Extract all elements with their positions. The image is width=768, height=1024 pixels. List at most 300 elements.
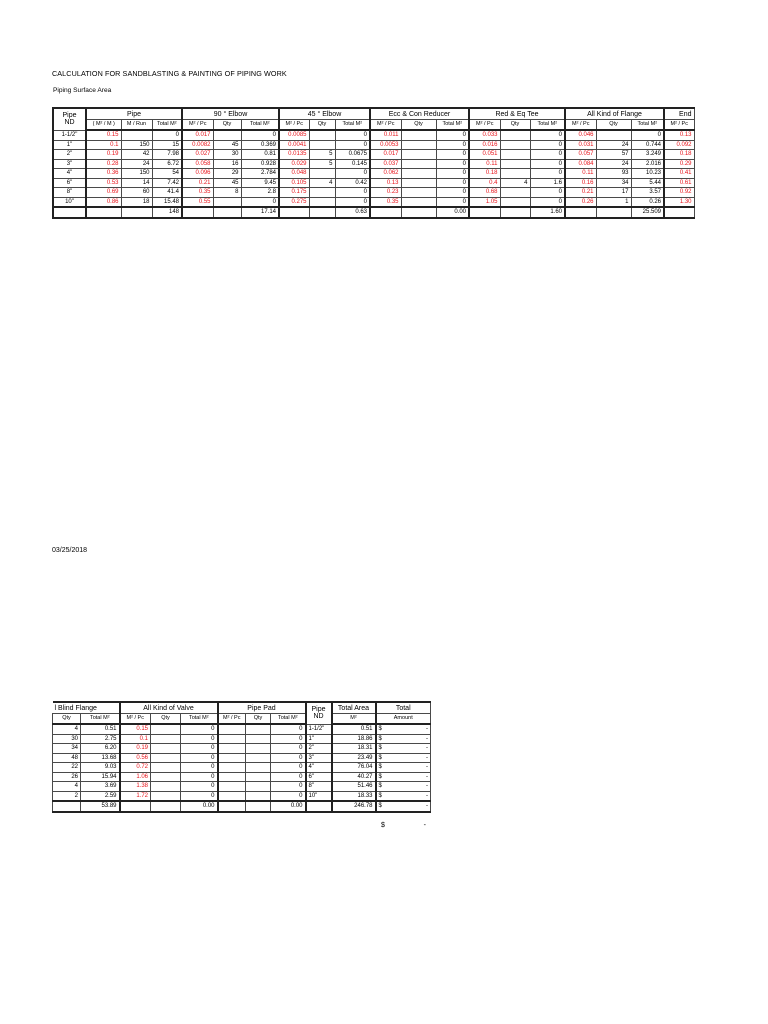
table-cell — [218, 724, 246, 734]
totals-row — [53, 801, 431, 812]
pipe-nd-header-line2: ND — [313, 713, 324, 721]
subheader-cell: Total M² — [152, 120, 182, 131]
table-cell — [218, 772, 246, 782]
total-cell: 1.60 — [530, 207, 565, 218]
table-cell — [500, 188, 530, 198]
table-cell — [309, 169, 335, 179]
table-cell: 0.53 — [86, 178, 121, 188]
table-cell — [500, 169, 530, 179]
group-header: l Blind Flange — [53, 702, 120, 714]
table-cell: 0.0041 — [279, 140, 309, 150]
table-cell: 0.11 — [565, 169, 596, 179]
table-cell — [218, 763, 246, 773]
table-cell: 150 — [121, 169, 152, 179]
table-cell — [151, 791, 181, 801]
table-cell — [500, 150, 530, 160]
table-row — [53, 791, 431, 801]
table-row — [53, 753, 431, 763]
table-cell: 0.15 — [86, 130, 121, 140]
table-row — [53, 763, 431, 773]
table-cell — [218, 791, 246, 801]
table-cell: 0 — [181, 763, 218, 773]
table-cell: 0 — [436, 140, 469, 150]
table-cell: 54 — [152, 169, 182, 179]
table-cell: 14 — [121, 178, 152, 188]
group-header: 90 ° Elbow — [182, 108, 279, 120]
amount-cell-content — [379, 774, 429, 780]
total-amount-cell — [376, 801, 431, 812]
amount-value: - — [426, 792, 428, 799]
table-cell — [151, 763, 181, 773]
total-cell — [121, 207, 152, 218]
piping-surface-area-table — [52, 107, 695, 219]
table-cell: 4 — [500, 178, 530, 188]
total-cell: 0.63 — [335, 207, 370, 218]
total-cell: 0.00 — [436, 207, 469, 218]
amount-cell-content — [379, 793, 429, 799]
amount-cell-content — [379, 726, 429, 732]
table-cell: 0.017 — [370, 150, 401, 160]
table-cell: 0.26 — [565, 197, 596, 207]
table-cell: 57 — [596, 150, 631, 160]
total-cell — [596, 207, 631, 218]
table-cell: 24 — [121, 159, 152, 169]
table-cell: 2.59 — [81, 791, 120, 801]
table-cell: 15.48 — [152, 197, 182, 207]
subheader-cell: Total M² — [631, 120, 664, 131]
table-cell: 0.51 — [81, 724, 120, 734]
summary-table — [52, 701, 431, 813]
area-unit-subheader: M² — [332, 714, 376, 725]
document-date: 03/25/2018 — [52, 547, 88, 554]
table-cell — [151, 744, 181, 754]
table-row — [53, 734, 431, 744]
amount-cell — [376, 724, 431, 734]
subheader-cell: Total M² — [530, 120, 565, 131]
table-cell: 17 — [596, 188, 631, 198]
subheader-cell: Total M² — [436, 120, 469, 131]
table-cell: 0.084 — [565, 159, 596, 169]
total-amount-value: - — [426, 803, 428, 810]
table-cell: 0 — [530, 150, 565, 160]
pipe-nd-cell: 2" — [53, 150, 86, 160]
table-cell: 0.18 — [664, 150, 694, 160]
table-cell: 29 — [213, 169, 241, 179]
total-cell — [401, 207, 436, 218]
table-cell: 0.033 — [469, 130, 500, 140]
totals-row — [53, 207, 694, 218]
table-cell: 1.30 — [664, 197, 694, 207]
subheader-cell: Total M² — [81, 714, 120, 725]
table-cell: 0.011 — [370, 130, 401, 140]
amount-dollar: $ — [378, 764, 382, 771]
table-row — [53, 744, 431, 754]
table-cell: 0.35 — [370, 197, 401, 207]
table-cell: 0.0135 — [279, 150, 309, 160]
table-cell — [500, 140, 530, 150]
total-cell — [218, 801, 246, 812]
table-cell — [246, 744, 271, 754]
table-row — [53, 130, 694, 140]
table-cell: 0.031 — [565, 140, 596, 150]
table-cell: 0 — [181, 753, 218, 763]
table-cell — [401, 169, 436, 179]
table-cell — [213, 197, 241, 207]
group-header: 45 ° Elbow — [279, 108, 370, 120]
pipe-nd-cell: 3" — [306, 753, 332, 763]
group-header: Ecc & Con Reducer — [370, 108, 469, 120]
table-cell — [151, 753, 181, 763]
table-cell: 0.058 — [182, 159, 213, 169]
total-cell: 0.00 — [271, 801, 306, 812]
table-row — [53, 140, 694, 150]
table-cell: 0 — [335, 197, 370, 207]
table-cell — [246, 791, 271, 801]
section-subtitle: Piping Surface Area — [53, 87, 112, 94]
table-cell — [213, 130, 241, 140]
group-header: All Kind of Valve — [120, 702, 218, 714]
amount-dollar: $ — [378, 792, 382, 799]
amount-cell-content — [379, 783, 429, 789]
table-cell: 0.86 — [86, 197, 121, 207]
subheader-cell: Total M² — [335, 120, 370, 131]
table-cell: 0.29 — [664, 159, 694, 169]
table-cell: 0.0053 — [370, 140, 401, 150]
table-cell: 0.55 — [182, 197, 213, 207]
table-cell: 0.062 — [370, 169, 401, 179]
table-cell — [246, 782, 271, 792]
table-cell: 0.13 — [664, 130, 694, 140]
table-cell — [121, 130, 152, 140]
table-cell: 0.23 — [370, 188, 401, 198]
grand-total-value: - — [423, 822, 426, 829]
table-cell: 0.21 — [565, 188, 596, 198]
table-cell: 0 — [271, 763, 306, 773]
table-row — [53, 188, 694, 198]
table-cell: 7.98 — [152, 150, 182, 160]
amount-value: - — [426, 754, 428, 761]
table-cell: 4 — [53, 724, 81, 734]
table-cell: 93 — [596, 169, 631, 179]
amount-subheader: Amount — [376, 714, 431, 725]
table-cell: 0.69 — [86, 188, 121, 198]
table-cell: 0.744 — [631, 140, 664, 150]
subheader-cell: Qty — [596, 120, 631, 131]
table-cell: 2.016 — [631, 159, 664, 169]
table-cell — [309, 130, 335, 140]
amount-cell-content — [379, 736, 429, 742]
total-cell: 25.509 — [631, 207, 664, 218]
table-cell — [218, 753, 246, 763]
total-area-cell: 18.33 — [332, 791, 376, 801]
pipe-nd-cell: 6" — [53, 178, 86, 188]
subheader-cell: M² / Pc — [218, 714, 246, 725]
amount-value: - — [426, 783, 428, 790]
table-cell: 5 — [309, 159, 335, 169]
table-cell — [401, 130, 436, 140]
table-cell: 0 — [335, 130, 370, 140]
amount-cell-content — [379, 755, 429, 761]
table-row — [53, 159, 694, 169]
table-cell: 0.275 — [279, 197, 309, 207]
table-cell: 0.046 — [565, 130, 596, 140]
total-area-cell: 23.49 — [332, 753, 376, 763]
amount-value: - — [426, 726, 428, 733]
table-cell: 42 — [121, 150, 152, 160]
table-cell: 0.11 — [469, 159, 500, 169]
table-cell: 22 — [53, 763, 81, 773]
table-cell: 0.048 — [279, 169, 309, 179]
amount-cell — [376, 791, 431, 801]
table-cell — [401, 140, 436, 150]
table-cell: 0 — [241, 197, 279, 207]
summary-table-container — [52, 701, 432, 831]
table-cell: 45 — [213, 178, 241, 188]
amount-dollar: $ — [378, 754, 382, 761]
table-cell — [246, 753, 271, 763]
pipe-nd-cell: 8" — [53, 188, 86, 198]
total-area-cell: 18.86 — [332, 734, 376, 744]
table-cell — [401, 188, 436, 198]
subheader-cell: M² / Pc — [565, 120, 596, 131]
table-cell: 1.38 — [120, 782, 151, 792]
table-cell: 0 — [181, 791, 218, 801]
pipe-nd-header — [53, 108, 86, 130]
group-header: Red & Eq Tee — [469, 108, 565, 120]
pipe-nd-header-line1: Pipe — [311, 706, 326, 714]
table-row — [53, 772, 431, 782]
table-cell: 0.1 — [120, 734, 151, 744]
table-cell: 0.42 — [335, 178, 370, 188]
total-cell — [120, 801, 151, 812]
table-cell: 0 — [271, 753, 306, 763]
amount-cell — [376, 772, 431, 782]
table-cell — [309, 140, 335, 150]
table-cell — [401, 197, 436, 207]
table-cell: 6.20 — [81, 744, 120, 754]
table-cell: 0 — [181, 772, 218, 782]
table-cell: 60 — [121, 188, 152, 198]
table-cell: 9.45 — [241, 178, 279, 188]
group-header: End — [664, 108, 694, 120]
total-cell — [279, 207, 309, 218]
table-cell: 15.94 — [81, 772, 120, 782]
table-cell — [401, 150, 436, 160]
subheader-cell: M / Run — [121, 120, 152, 131]
amount-cell — [376, 744, 431, 754]
table-cell: 5 — [309, 150, 335, 160]
table-cell: 0 — [152, 130, 182, 140]
total-area-header: Total Area — [332, 702, 376, 714]
table-cell: 2.8 — [241, 188, 279, 198]
table-cell: 0 — [271, 734, 306, 744]
table-cell: 0 — [181, 744, 218, 754]
table-cell: 4 — [53, 782, 81, 792]
table-cell: 0 — [436, 178, 469, 188]
table-cell: 0 — [271, 782, 306, 792]
table-cell: 0.037 — [370, 159, 401, 169]
table-cell: 0.0675 — [335, 150, 370, 160]
table-cell: 0 — [530, 130, 565, 140]
table-cell — [151, 734, 181, 744]
table-cell: 3.249 — [631, 150, 664, 160]
total-cell — [500, 207, 530, 218]
pipe-nd-cell: 10" — [306, 791, 332, 801]
table-cell — [309, 188, 335, 198]
table-cell — [218, 744, 246, 754]
table-cell — [151, 724, 181, 734]
table-row — [53, 150, 694, 160]
table-cell: 0.81 — [241, 150, 279, 160]
table-cell — [309, 197, 335, 207]
table-cell: 2.784 — [241, 169, 279, 179]
pipe-nd-cell: 1" — [306, 734, 332, 744]
grand-total-amount — [381, 822, 426, 829]
table-cell: 3.57 — [631, 188, 664, 198]
table-cell: 10.23 — [631, 169, 664, 179]
table-cell: 2.75 — [81, 734, 120, 744]
total-cell — [469, 207, 500, 218]
subheader-cell: M² / Pc — [279, 120, 309, 131]
table-cell: 16 — [213, 159, 241, 169]
total-area-cell: 18.31 — [332, 744, 376, 754]
table-cell: 0.4 — [469, 178, 500, 188]
table-cell: 1 — [596, 197, 631, 207]
table-row — [53, 197, 694, 207]
amount-dollar: $ — [378, 783, 382, 790]
total-area-cell: 51.46 — [332, 782, 376, 792]
subheader-cell: Qty — [246, 714, 271, 725]
total-cell — [182, 207, 213, 218]
total-amount-content — [379, 803, 429, 809]
subheader-cell: Qty — [500, 120, 530, 131]
total-cell — [53, 801, 81, 812]
table-cell — [500, 159, 530, 169]
table-cell: 0.13 — [370, 178, 401, 188]
table-cell: 0 — [436, 197, 469, 207]
table-cell: 7.42 — [152, 178, 182, 188]
total-cell — [309, 207, 335, 218]
subheader-cell: Qty — [213, 120, 241, 131]
table-cell: 0.26 — [631, 197, 664, 207]
table-cell: 30 — [53, 734, 81, 744]
amount-value: - — [426, 735, 428, 742]
table-cell: 0 — [530, 140, 565, 150]
page-title: CALCULATION FOR SANDBLASTING & PAINTING OF PIPING WORK — [52, 69, 287, 78]
subheader-cell: Qty — [401, 120, 436, 131]
pipe-nd-cell: 1" — [53, 140, 86, 150]
amount-value: - — [426, 773, 428, 780]
table-cell: 9.03 — [81, 763, 120, 773]
table-row — [53, 782, 431, 792]
table-cell: 0.016 — [469, 140, 500, 150]
amount-dollar: $ — [378, 726, 382, 733]
total-amount-dollar: $ — [378, 803, 382, 810]
table-cell — [246, 734, 271, 744]
table-cell: 0 — [436, 188, 469, 198]
table-row — [53, 724, 431, 734]
total-cell — [664, 207, 694, 218]
group-header: Pipe — [86, 108, 182, 120]
piping-surface-area-table-container — [52, 107, 700, 227]
table-cell: 13.68 — [81, 753, 120, 763]
table-cell: 6.72 — [152, 159, 182, 169]
table-cell: 1.6 — [530, 178, 565, 188]
table-cell: 150 — [121, 140, 152, 150]
table-cell: 8 — [213, 188, 241, 198]
table-cell: 0.017 — [182, 130, 213, 140]
total-cell: 0.00 — [181, 801, 218, 812]
table-cell: 4 — [309, 178, 335, 188]
table-cell — [151, 782, 181, 792]
pipe-nd-cell: 4" — [53, 169, 86, 179]
table-cell: 0.68 — [469, 188, 500, 198]
amount-cell — [376, 753, 431, 763]
total-cell — [370, 207, 401, 218]
subheader-cell: Total M² — [181, 714, 218, 725]
table-cell: 0 — [530, 169, 565, 179]
amount-cell-content — [379, 764, 429, 770]
table-cell: 0 — [181, 724, 218, 734]
table-cell: 0.56 — [120, 753, 151, 763]
total-area-cell: 0.51 — [332, 724, 376, 734]
table-cell — [151, 772, 181, 782]
total-header: Total — [376, 702, 431, 714]
table-cell: 0 — [530, 188, 565, 198]
table-cell — [500, 130, 530, 140]
table-cell: 41.4 — [152, 188, 182, 198]
table-header-row — [53, 702, 431, 714]
group-header: Pipe Pad — [218, 702, 306, 714]
subheader-cell: M² / Pc — [469, 120, 500, 131]
group-header: All Kind of Flange — [565, 108, 664, 120]
table-cell: 0.051 — [469, 150, 500, 160]
table-subheader-row — [53, 120, 694, 131]
table-cell: 0.0085 — [279, 130, 309, 140]
pipe-nd-cell: 6" — [306, 772, 332, 782]
table-cell: 0.928 — [241, 159, 279, 169]
table-header-row — [53, 108, 694, 120]
table-cell: 1.05 — [469, 197, 500, 207]
table-cell: 0 — [436, 130, 469, 140]
amount-cell — [376, 763, 431, 773]
amount-value: - — [426, 745, 428, 752]
total-cell: 148 — [152, 207, 182, 218]
table-cell: 0 — [335, 169, 370, 179]
table-cell: 0.175 — [279, 188, 309, 198]
table-cell: 0.029 — [279, 159, 309, 169]
total-cell: 17.14 — [241, 207, 279, 218]
table-cell: 0.21 — [182, 178, 213, 188]
table-cell — [218, 734, 246, 744]
total-cell — [565, 207, 596, 218]
table-cell — [218, 782, 246, 792]
totals-label-cell — [53, 207, 86, 218]
amount-dollar: $ — [378, 773, 382, 780]
table-cell: 0.092 — [664, 140, 694, 150]
table-cell: 0.145 — [335, 159, 370, 169]
table-cell — [246, 724, 271, 734]
pipe-nd-cell: 4" — [306, 763, 332, 773]
table-cell: 15 — [152, 140, 182, 150]
table-cell: 24 — [596, 140, 631, 150]
pipe-nd-cell: 10" — [53, 197, 86, 207]
table-cell: 45 — [213, 140, 241, 150]
table-cell — [596, 130, 631, 140]
table-cell: 0 — [271, 724, 306, 734]
table-cell: 0.41 — [664, 169, 694, 179]
total-cell: 53.89 — [81, 801, 120, 812]
